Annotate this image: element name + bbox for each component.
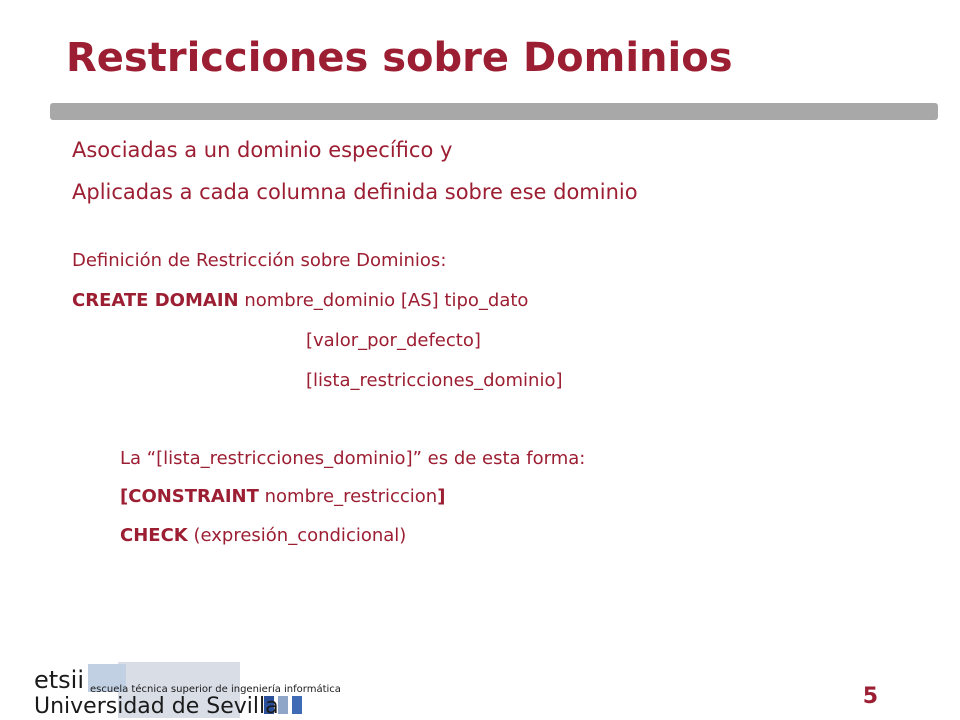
university-logo-icon	[0, 658, 360, 720]
logo-block-3	[292, 696, 302, 714]
constraint-form-heading: La “[lista_restricciones_dominio]” es de esta forma:	[120, 448, 586, 469]
check-expression: (expresión_condicional)	[187, 525, 407, 546]
create-domain-line	[72, 290, 528, 311]
intro-line-1: Asociadas a un dominio específico y	[72, 138, 453, 162]
default-value-clause: [valor_por_defecto]	[306, 330, 481, 351]
slide-title: Restricciones sobre Dominios	[66, 35, 733, 81]
title-underline	[50, 103, 938, 120]
logo-text-subtitle: escuela técnica superior de ingeniería informática	[90, 684, 341, 695]
check-line	[120, 525, 406, 546]
constraint-line	[120, 486, 445, 507]
logo-text-university: Universidad de Sevilla	[34, 694, 279, 719]
create-domain-args: nombre_dominio [AS] tipo_dato	[238, 290, 529, 311]
syntax-heading: Definición de Restricción sobre Dominios:	[72, 250, 447, 271]
logo-text-etsii: etsii	[34, 666, 85, 694]
intro-line-2: Aplicadas a cada columna definida sobre ese dominio	[72, 180, 638, 204]
constraint-name: nombre_restriccion	[258, 486, 438, 507]
open-bracket: [	[120, 486, 129, 507]
create-domain-keyword: CREATE DOMAIN	[72, 290, 239, 311]
constraint-keyword: CONSTRAINT	[128, 486, 259, 507]
page-number: 5	[862, 684, 878, 709]
constraint-list-clause: [lista_restricciones_dominio]	[306, 370, 563, 391]
close-bracket: ]	[437, 486, 446, 507]
logo-block-2	[278, 696, 288, 714]
check-keyword: CHECK	[120, 525, 188, 546]
